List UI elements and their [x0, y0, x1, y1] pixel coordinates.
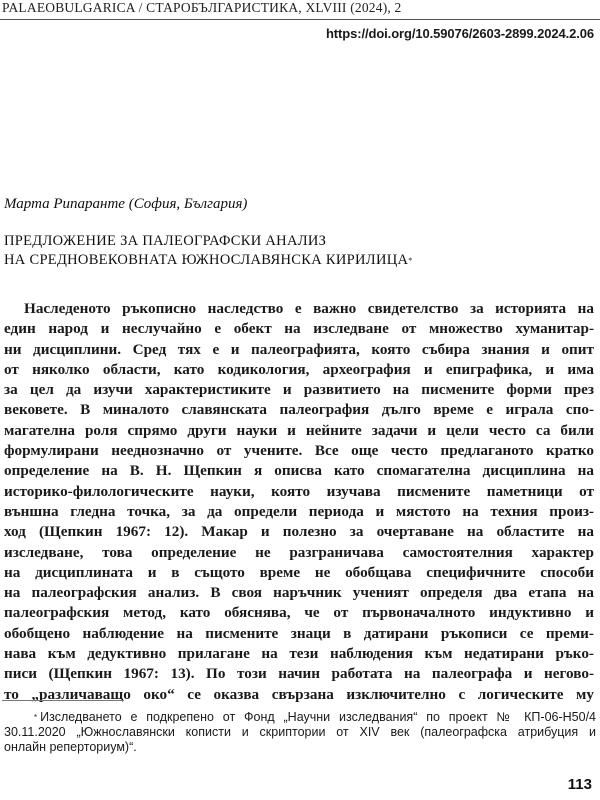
- body-line: историко-филологическите науки, която изучава писмените паметници от: [4, 482, 594, 500]
- body-line: то „различаващо око“ се оказва свързана изключително с логическите му: [4, 685, 594, 703]
- body-line: нава към дедуктивно прилагане на тези наблюдения към недатирани ръко-: [4, 645, 594, 663]
- body-line: външна гледна точка, за да определи периода и мястото на техния произ-: [4, 502, 594, 520]
- title-line-1: ПРЕДЛОЖЕНИЕ ЗА ПАЛЕОГРАФСКИ АНАЛИЗ: [4, 233, 327, 249]
- footnote-line-1: [4, 710, 596, 725]
- body-line: изследване, това определение не разграничава самостоятелния характер: [4, 543, 594, 561]
- body-paragraph: [4, 299, 594, 705]
- body-line: Наследеното ръкописно наследство е важно свидетелство за историята на: [24, 300, 594, 317]
- body-line: определение на В. Н. Щепкин я описва като спомагателна дисциплина на: [4, 462, 594, 480]
- footnote: [4, 710, 596, 755]
- body-line: писи (Щепкин 1967: 13). По този начин работата на палеографа и негово-: [4, 665, 594, 683]
- body-line: вековете. В миналото славянската палеография дълго време е играла спо-: [4, 401, 594, 419]
- body-line: един народ и неслучайно е обект на изследване от множество хуманитар-: [4, 320, 594, 338]
- body-line: от няколко области, като кодикология, археография и епиграфика, и има: [4, 360, 594, 378]
- body-line: за цел да изучи характеристиките и развитието на писмените форми през: [4, 381, 594, 399]
- running-head: PALAEOBULGARICA / СТАРОБЪЛГАРИСТИКА, XLVIII (2024), 2: [2, 0, 402, 15]
- body-line: обобщено наблюдение на писмените знаци в датирани ръкописи се преми-: [4, 624, 594, 642]
- doi-link[interactable]: https://doi.org/10.59076/2603-2899.2024.2.06: [325, 26, 594, 41]
- article-author: Марта Рипаранте (София, България): [4, 196, 248, 212]
- title-line-2: [4, 251, 413, 270]
- footnote-mark: *: [34, 713, 38, 722]
- footnote-line-3: онлайн реперториум)“.: [4, 740, 137, 754]
- body-line: формулирани нееднозначно от учените. Все още често предлаганото кратко: [4, 442, 594, 460]
- header-rule: [0, 19, 600, 20]
- footnote-line-2: 30.11.2020 „Южнославянски кописти и скриптории от XIV век (палеографска атрибуция и: [4, 725, 596, 739]
- article-title: [4, 232, 413, 270]
- title-footnote-mark[interactable]: *: [408, 256, 413, 265]
- body-line: на дисциплината и в същото време не обобщава специфичните способи: [4, 563, 594, 581]
- body-line: на палеографския анализ. В своя наръчник ученият определя два етапа на: [4, 584, 594, 602]
- body-line: палеографския метод, като обяснява, че от първоначалното индуктивно и: [4, 604, 594, 622]
- body-line: ни дисциплини. Сред тях е и палеографията, която събира знания и опит: [4, 340, 594, 358]
- body-line: ход (Щепкин 1967: 12). Макар и полезно за очертаване на областите на: [4, 523, 594, 541]
- footnote-rule: [2, 700, 124, 701]
- footnote-line-1-text: Изследването е подкрепено от Фонд „Научни изследвания“ по проект № КП-06-Н50/4: [40, 710, 596, 724]
- title-line-2-text: НА СРЕДНОВЕКОВНАТА ЮЖНОСЛАВЯНСКА КИРИЛИЦА: [4, 252, 409, 268]
- page-number: 113: [567, 776, 592, 793]
- body-line: магателна роля спрямо други науки и нейните задачи и цели често са били: [4, 421, 594, 439]
